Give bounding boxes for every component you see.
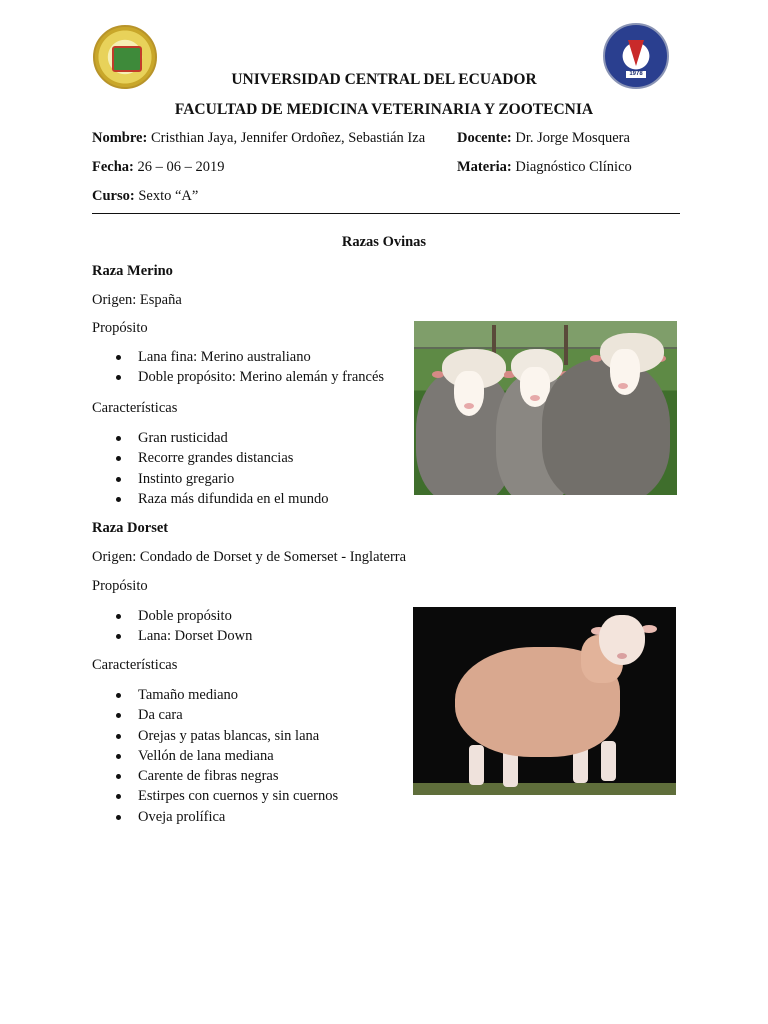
nombre-line: [92, 130, 425, 147]
nombre-label: Nombre:: [92, 130, 148, 146]
merino-caracteristicas-label: Características: [92, 400, 178, 416]
merino-sheep-photo: [414, 321, 677, 495]
docente-value: Dr. Jorge Mosquera: [515, 130, 630, 146]
fecha-line: [92, 159, 225, 176]
list-item: Lana fina: Merino australiano: [92, 347, 384, 367]
list-item: Orejas y patas blancas, sin lana: [92, 726, 338, 746]
curso-line: [92, 188, 198, 205]
curso-value: Sexto “A”: [138, 188, 199, 204]
list-item: Gran rusticidad: [92, 428, 328, 448]
fecha-value: 26 – 06 – 2019: [137, 159, 225, 175]
dorset-caracteristicas-label: Características: [92, 657, 178, 673]
header-divider: [92, 213, 680, 214]
fecha-label: Fecha:: [92, 159, 134, 175]
dorset-proposito-label: Propósito: [92, 578, 148, 594]
dorset-caracteristicas-list: [92, 685, 338, 827]
materia-line: [457, 159, 632, 176]
merino-proposito-list: [92, 347, 384, 388]
dorset-sheep-photo: [413, 607, 676, 795]
materia-label: Materia:: [457, 159, 512, 175]
list-item: Tamaño mediano: [92, 685, 338, 705]
university-title: UNIVERSIDAD CENTRAL DEL ECUADOR: [231, 71, 537, 88]
doc-title: Razas Ovinas: [341, 234, 427, 250]
materia-value: Diagnóstico Clínico: [515, 159, 632, 175]
list-item: Recorre grandes distancias: [92, 448, 328, 468]
list-item: Oveja prolífica: [92, 807, 338, 827]
merino-proposito-label: Propósito: [92, 320, 148, 336]
list-item: Lana: Dorset Down: [92, 626, 252, 646]
list-item: Raza más difundida en el mundo: [92, 489, 328, 509]
faculty-title: FACULTAD DE MEDICINA VETERINARIA Y ZOOTECNIA: [174, 101, 594, 118]
list-item: Estirpes con cuernos y sin cuernos: [92, 786, 338, 806]
faculty-seal-year: 1978: [626, 71, 646, 78]
merino-title: Raza Merino: [92, 263, 173, 279]
list-item: Doble propósito: [92, 606, 252, 626]
list-item: Carente de fibras negras: [92, 766, 338, 786]
nombre-value: Cristhian Jaya, Jennifer Ordoñez, Sebastián Iza: [150, 130, 426, 146]
list-item: Doble propósito: Merino alemán y francés: [92, 367, 384, 387]
merino-origen: Origen: España: [92, 292, 182, 308]
list-item: Da cara: [92, 705, 338, 725]
curso-label: Curso:: [92, 188, 135, 204]
dorset-proposito-list: [92, 606, 252, 647]
dorset-origen: Origen: Condado de Dorset y de Somerset - Inglaterra: [92, 549, 407, 565]
dorset-title: Raza Dorset: [92, 520, 169, 536]
docente-label: Docente:: [457, 130, 512, 146]
list-item: Vellón de lana mediana: [92, 746, 338, 766]
list-item: Instinto gregario: [92, 469, 328, 489]
docente-line: [457, 130, 630, 147]
merino-caracteristicas-list: [92, 428, 328, 509]
